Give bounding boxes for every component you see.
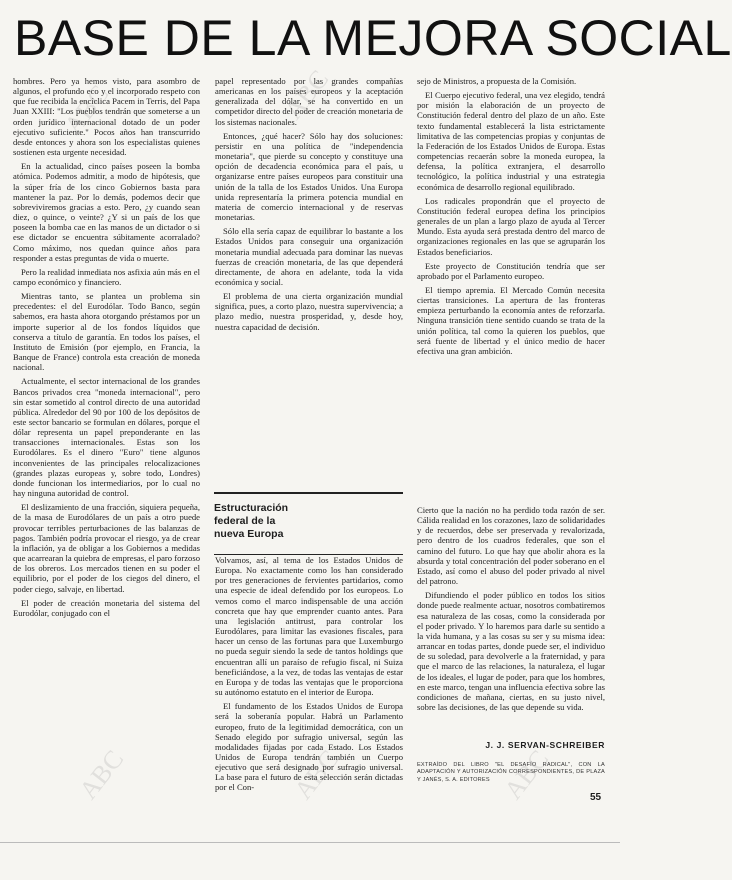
- paragraph: papel representado por las grandes compañías americanas en los países europeos y la aceptación generalizada del dólar, se ha convertido en un competidor directo del poder de creación monetaria de los sistemas nacionales.: [215, 76, 403, 127]
- paragraph: sejo de Ministros, a propuesta de la Comisión.: [417, 76, 577, 86]
- paragraph: Los radicales propondrán que el proyecto de Constitución federal europea defina los principios generales de un plan a largo plazo de ayuda al Tercer Mundo. Esta ayuda será prestada dentro del marco de organizaciones regionales en las que se agruparán los Estados beneficiarios.: [417, 195, 605, 257]
- paragraph: hombres. Pero ya hemos visto, para asombro de algunos, el profundo eco y el incorporado respeto con que fue recibida la encíclica Pacem in Terris, del Papa Juan XXIII: "Los pueblos tendrán que someterse a un orden jurídico internacional dotado de un poder ejecutivo suficiente." Pocos años han transcurrido desde entonces y ahora son los especialistas quienes sostienen esta urgente necesidad.: [13, 76, 200, 158]
- page-number: 55: [590, 792, 602, 803]
- paragraph: Sólo ella sería capaz de equilibrar lo bastante a los Estados Unidos para conseguir una organización monetaria mundial adecuada para dominar las nuevas fuerzas de creación monetaria, de las que dependerá directamente, de ahora en adelante, toda la vida económica y social.: [215, 226, 403, 287]
- watermark-logo: ABC: [278, 64, 335, 125]
- article-column-3: [417, 76, 605, 446]
- paragraph: Pero la realidad inmediata nos asfixia aún más en el campo económico y financiero.: [13, 266, 200, 287]
- paragraph: El fundamento de los Estados Unidos de Europa será la soberanía popular. Habrá un Parlamento europeo, fruto de la legitimidad democrática, con un Senado elegido por sufragio universal, según las modalidades fijadas por cada Estado. Los Estados Unidos de Europa tendrán también un Cuerpo ejecutivo que será designado por sufragio universal. La base para el futuro de esta selección serán dictadas por el Con-: [215, 701, 403, 793]
- article-column-2-lower: [215, 555, 403, 865]
- headline: BASE DE LA MEJORA SOCIAL: [14, 10, 732, 66]
- source-credit: EXTRAÍDO DEL LIBRO "EL DESAFÍO RADICAL", CON LA ADAPTACIÓN Y AUTORIZACIÓN CORRESPONDIENTES, DE PLAZA Y JANÉS, S. A. EDITORES: [417, 762, 605, 783]
- article-column-1: [13, 76, 200, 862]
- paragraph: El deslizamiento de una fracción, siquiera pequeña, de la masa de Eurodólares de un país a otro puede provocar terribles perturbaciones de las balanzas de pagos. También podría provocar el riesgo, ya de crear la inflación, ya de obligar a los Gobiernos a medidas que acarrearan la quiebra de empresas, el paro forzoso de los obreros. Los mercados tienen en su poder el equilibrio, por el poder de los ciegos del dinero, el poder ciego, salvaje, en libertad.: [13, 502, 200, 594]
- paragraph: El poder de creación monetaria del sistema del Eurodólar, conjugado con el: [13, 597, 200, 618]
- article-column-2: [215, 76, 403, 546]
- watermark-logo: ABC: [58, 79, 115, 140]
- paragraph: El problema de una cierta organización mundial significa, pues, a corto plazo, nuestra supervivencia; a plazo medio, nuestra prosperidad, y, desde hoy, nuestra capacidad de decisión.: [215, 291, 403, 332]
- watermark-logo: ABC: [288, 744, 345, 805]
- paragraph: Volvamos, así, al tema de los Estados Unidos de Europa. No exactamente como los han considerado por tres generaciones de fervientes partidarios, como una especie de ideal defendido por los europeos. Lo vemos como el marco indispensable de una acción concreta que hay que emprender cuanto antes. Para una legislación antitrust, para controlar los Eurodólares, para limitar las evasiones fiscales, para hacer un censo de las fortunas para que Luxemburgo no pueda seguir siendo la sede de tantos holdings que encuentran allí un paraíso de refugio fiscal, ni Suiza beneficiándose, a la vez, de todas las ventajas de estar en Europa y de todas las ventajas que le proporciona su autónomo estatuto en el interior de Europa.: [215, 555, 403, 698]
- subhead: Estructuración federal de la nueva Europa: [214, 502, 289, 540]
- subhead-box: [214, 492, 403, 555]
- page-bottom-margin: [0, 842, 620, 880]
- watermark-logo: ABC: [73, 744, 130, 805]
- paragraph: Difundiendo el poder público en todos los sitios donde puede realmente actuar, nosotros combatiremos esa naturaleza de las cosas, como la considerada por el poder privado. Y lo haremos para darle su sentido a la vida humana, y a las cosas su ser y su misma idea: arrancar en todas partes, donde puede ser, el individuo de su soledad, para devolverle a la fraternidad, y para que el marco de las relaciones, la naturaleza, el lugar de los ideales, el lugar de poder, para que los hombres, en este marco, tengan una influencia efectiva sobre las condiciones de mañana, ciertas, en su justo nivel, sobre las decisiones, de las que depende su vida.: [417, 590, 605, 712]
- paragraph: Este proyecto de Constitución tendría que ser aprobado por el Parlamento europeo.: [417, 260, 605, 281]
- paragraph: Mientras tanto, se plantea un problema sin precedentes: el del Eurodólar. Todo Banco, según sabemos, era hasta ahora otorgando préstamos por un importe superior al de los fondos líquidos que conserva a título de garantía. En todos los países, el Instituto de Emisión (por ejemplo, en Francia, la Banque de France) controla esta creación de moneda nacional.: [13, 291, 200, 373]
- paragraph: Entonces, ¿qué hacer? Sólo hay dos soluciones: persistir en una política de "independencia monetaria", que pierde su concepto y constituye una opción de decadencia económica para el país, u organizarse entre países europeos para constituir una unión de la talla de los Estados Unidos. Una Europa unida representaría la primera potencia mundial en materia de comercio internacional y de reservas monetarias.: [215, 130, 403, 223]
- paragraph: El tiempo apremia. El Mercado Común necesita ciertas transiciones. La apertura de las fronteras empieza perturbando la economía antes de reforzarla. Ninguna transición tiene sentido cuando se trata de la unión política, tal como la quieren los pueblos, que será fuente de libertad y el único medio de hacer efectiva una gran ambición.: [417, 284, 605, 356]
- paragraph: Cierto que la nación no ha perdido toda razón de ser. Cálida realidad en los corazones, lazo de solidaridades y de recuerdos, debe ser preservada y revalorizada, pero dentro de los cuadros federales, que son el camino del futuro. Lo que hay que abolir ahora es la absurda y total concentración del poder soberano en el Estado, así como el abuso del poder privado al nivel del patrono.: [417, 505, 605, 587]
- author-byline: J. J. SERVAN-SCHREIBER: [485, 740, 605, 750]
- paragraph: Actualmente, el sector internacional de los grandes Bancos privados crea "moneda internacional", pero sin estar sometido al control directo de una autoridad pública. Alrededor del 90 por 100 de los depósitos de este sector bancario se formulan en dólares, porque el dólar representa un papel preponderante en las transacciones internacionales. Estas son los Eurodólares. Es el dinero "Euro" tiene algunos inconvenientes de las principales relocalizaciones (grandes plazas europeas y, sobre todo, Londres) donde funcionan los intermediarios, por lo cual no hay ninguna autoridad de control.: [13, 376, 200, 499]
- watermark-logo: ABC: [498, 744, 555, 805]
- paragraph: En la actualidad, cinco países poseen la bomba atómica. Podemos admitir, a modo de hipótesis, que la súper fría de los cinco Gobiernos basta para mantener la paz. Por lo demás, podemos decir que sobreviviremos gracias a esto. Pero, ¿y cuando sean diez, o quince, o veinte? ¿Y si un país de los que poseen la bomba cae en las manos de un dictador o si ese dictador se encuentra súbitamente acorralado? Como máximo, nos quedan quince años para responder a estas preguntas de vida o muerte.: [13, 161, 200, 263]
- article-column-3-lower: [417, 505, 605, 733]
- paragraph: El Cuerpo ejecutivo federal, una vez elegido, tendrá por misión la elaboración de un proyecto de Constitución federal dentro del plazo de un año. Este texto fundamental establecerá la lista estrictamente limitativa de las competencias propias y conjuntas de la Federación de los Estados Unidos de Europa. Estas competencias recaerán sobre la moneda europea, la defensa, la política extranjera, el desarrollo tecnológico, la política industrial y una estrategia económica de desarrollo regional equilibrado.: [417, 90, 605, 192]
